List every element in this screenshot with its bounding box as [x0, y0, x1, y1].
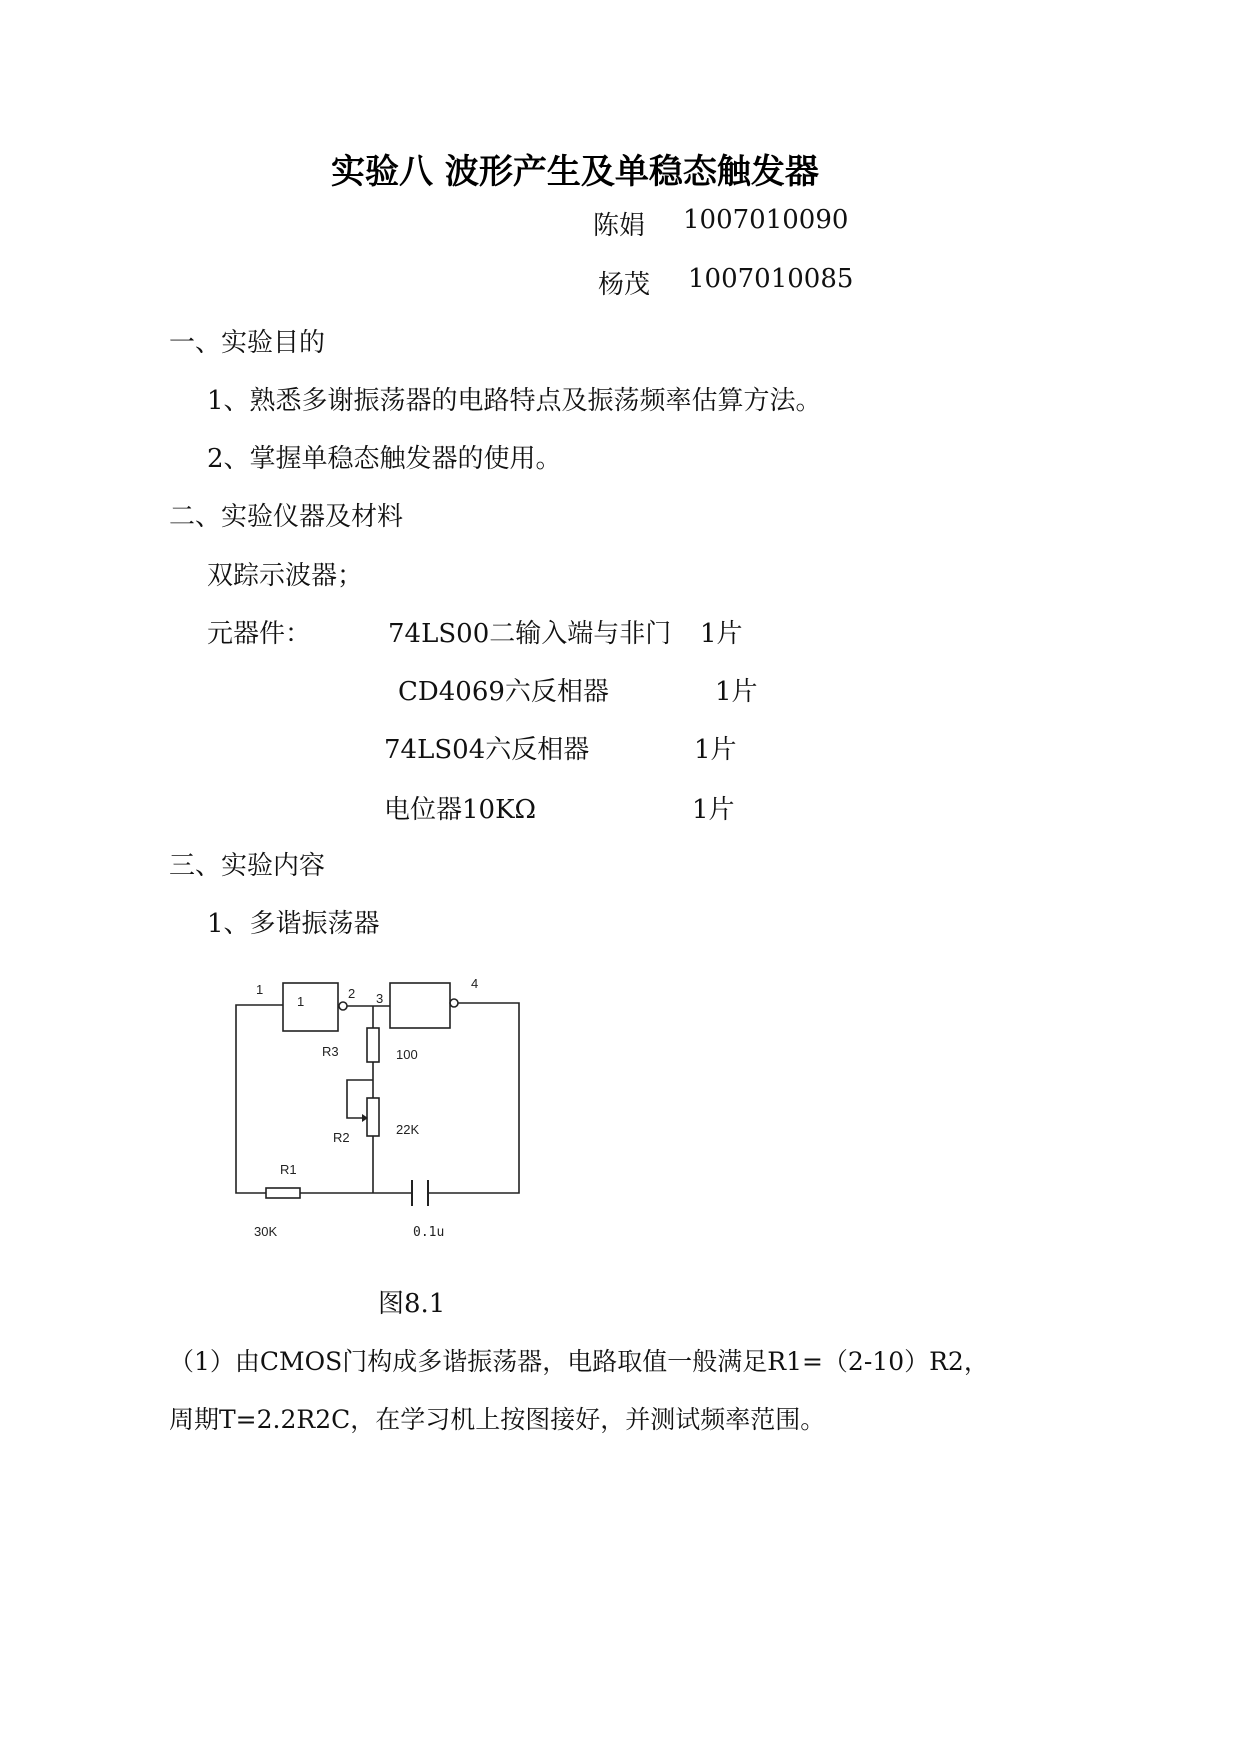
label-node2: 2: [348, 986, 356, 1001]
label-node1: 1: [256, 982, 264, 997]
component-qty: 1片: [715, 677, 758, 707]
author-id: 1007010085: [688, 264, 854, 294]
section-heading-equipment: 二、实验仪器及材料: [169, 502, 404, 532]
author-name: 杨茂: [598, 270, 651, 300]
purpose-item: 2、掌握单稳态触发器的使用。: [207, 444, 562, 474]
inverter-bubble-1: [339, 1002, 347, 1010]
label-node4: 4: [471, 976, 479, 991]
wire-left: [236, 1005, 283, 1193]
gate-2: [390, 983, 450, 1028]
resistor-r3: [367, 1028, 379, 1062]
wire-right: [428, 1003, 519, 1193]
component-qty: 1片: [692, 795, 735, 825]
label-gate1: 1: [297, 994, 305, 1009]
wiper-wire: [347, 1080, 373, 1118]
component-name: CD4069六反相器: [398, 677, 609, 707]
inverter-bubble-2: [450, 999, 458, 1007]
subsection-multivibrator: 1、多谐振荡器: [207, 909, 380, 939]
section-heading-content: 三、实验内容: [169, 851, 326, 881]
components-label: 元器件：: [207, 619, 312, 649]
resistor-r1: [266, 1188, 300, 1198]
author-id: 1007010090: [683, 205, 849, 235]
circuit-diagram: [220, 965, 540, 1265]
paragraph-line: （1）由CMOS门构成多谐振荡器，电路取值一般满足R1=（2-10）R2，: [169, 1347, 989, 1376]
label-r2-value: 22K: [396, 1122, 420, 1137]
label-r3-value: 100: [396, 1047, 418, 1062]
page-title: 实验八 波形产生及单稳态触发器: [331, 152, 819, 192]
component-qty: 1片: [700, 619, 743, 649]
paragraph-line: 周期T=2.2R2C，在学习机上按图接好，并测试频率范围。: [169, 1405, 826, 1434]
figure-caption: 图8.1: [378, 1289, 446, 1319]
potentiometer-r2: [367, 1098, 379, 1136]
label-r1: R1: [280, 1162, 297, 1177]
author-name: 陈娟: [593, 211, 646, 241]
purpose-item: 1、熟悉多谢振荡器的电路特点及振荡频率估算方法。: [207, 386, 822, 416]
component-qty: 1片: [694, 735, 737, 765]
section-heading-purpose: 一、实验目的: [169, 328, 326, 358]
label-r2: R2: [333, 1130, 350, 1145]
label-r3: R3: [322, 1044, 339, 1059]
component-name: 电位器10KΩ: [384, 795, 537, 825]
label-node3: 3: [376, 991, 384, 1006]
component-name: 74LS04六反相器: [384, 735, 590, 765]
gate-1: [283, 983, 338, 1031]
label-capacitor-value: 0.1u: [413, 1225, 445, 1240]
label-r1-value: 30K: [254, 1224, 278, 1239]
equipment-oscilloscope: 双踪示波器；: [207, 561, 364, 591]
component-name: 74LS00二输入端与非门: [388, 619, 672, 649]
